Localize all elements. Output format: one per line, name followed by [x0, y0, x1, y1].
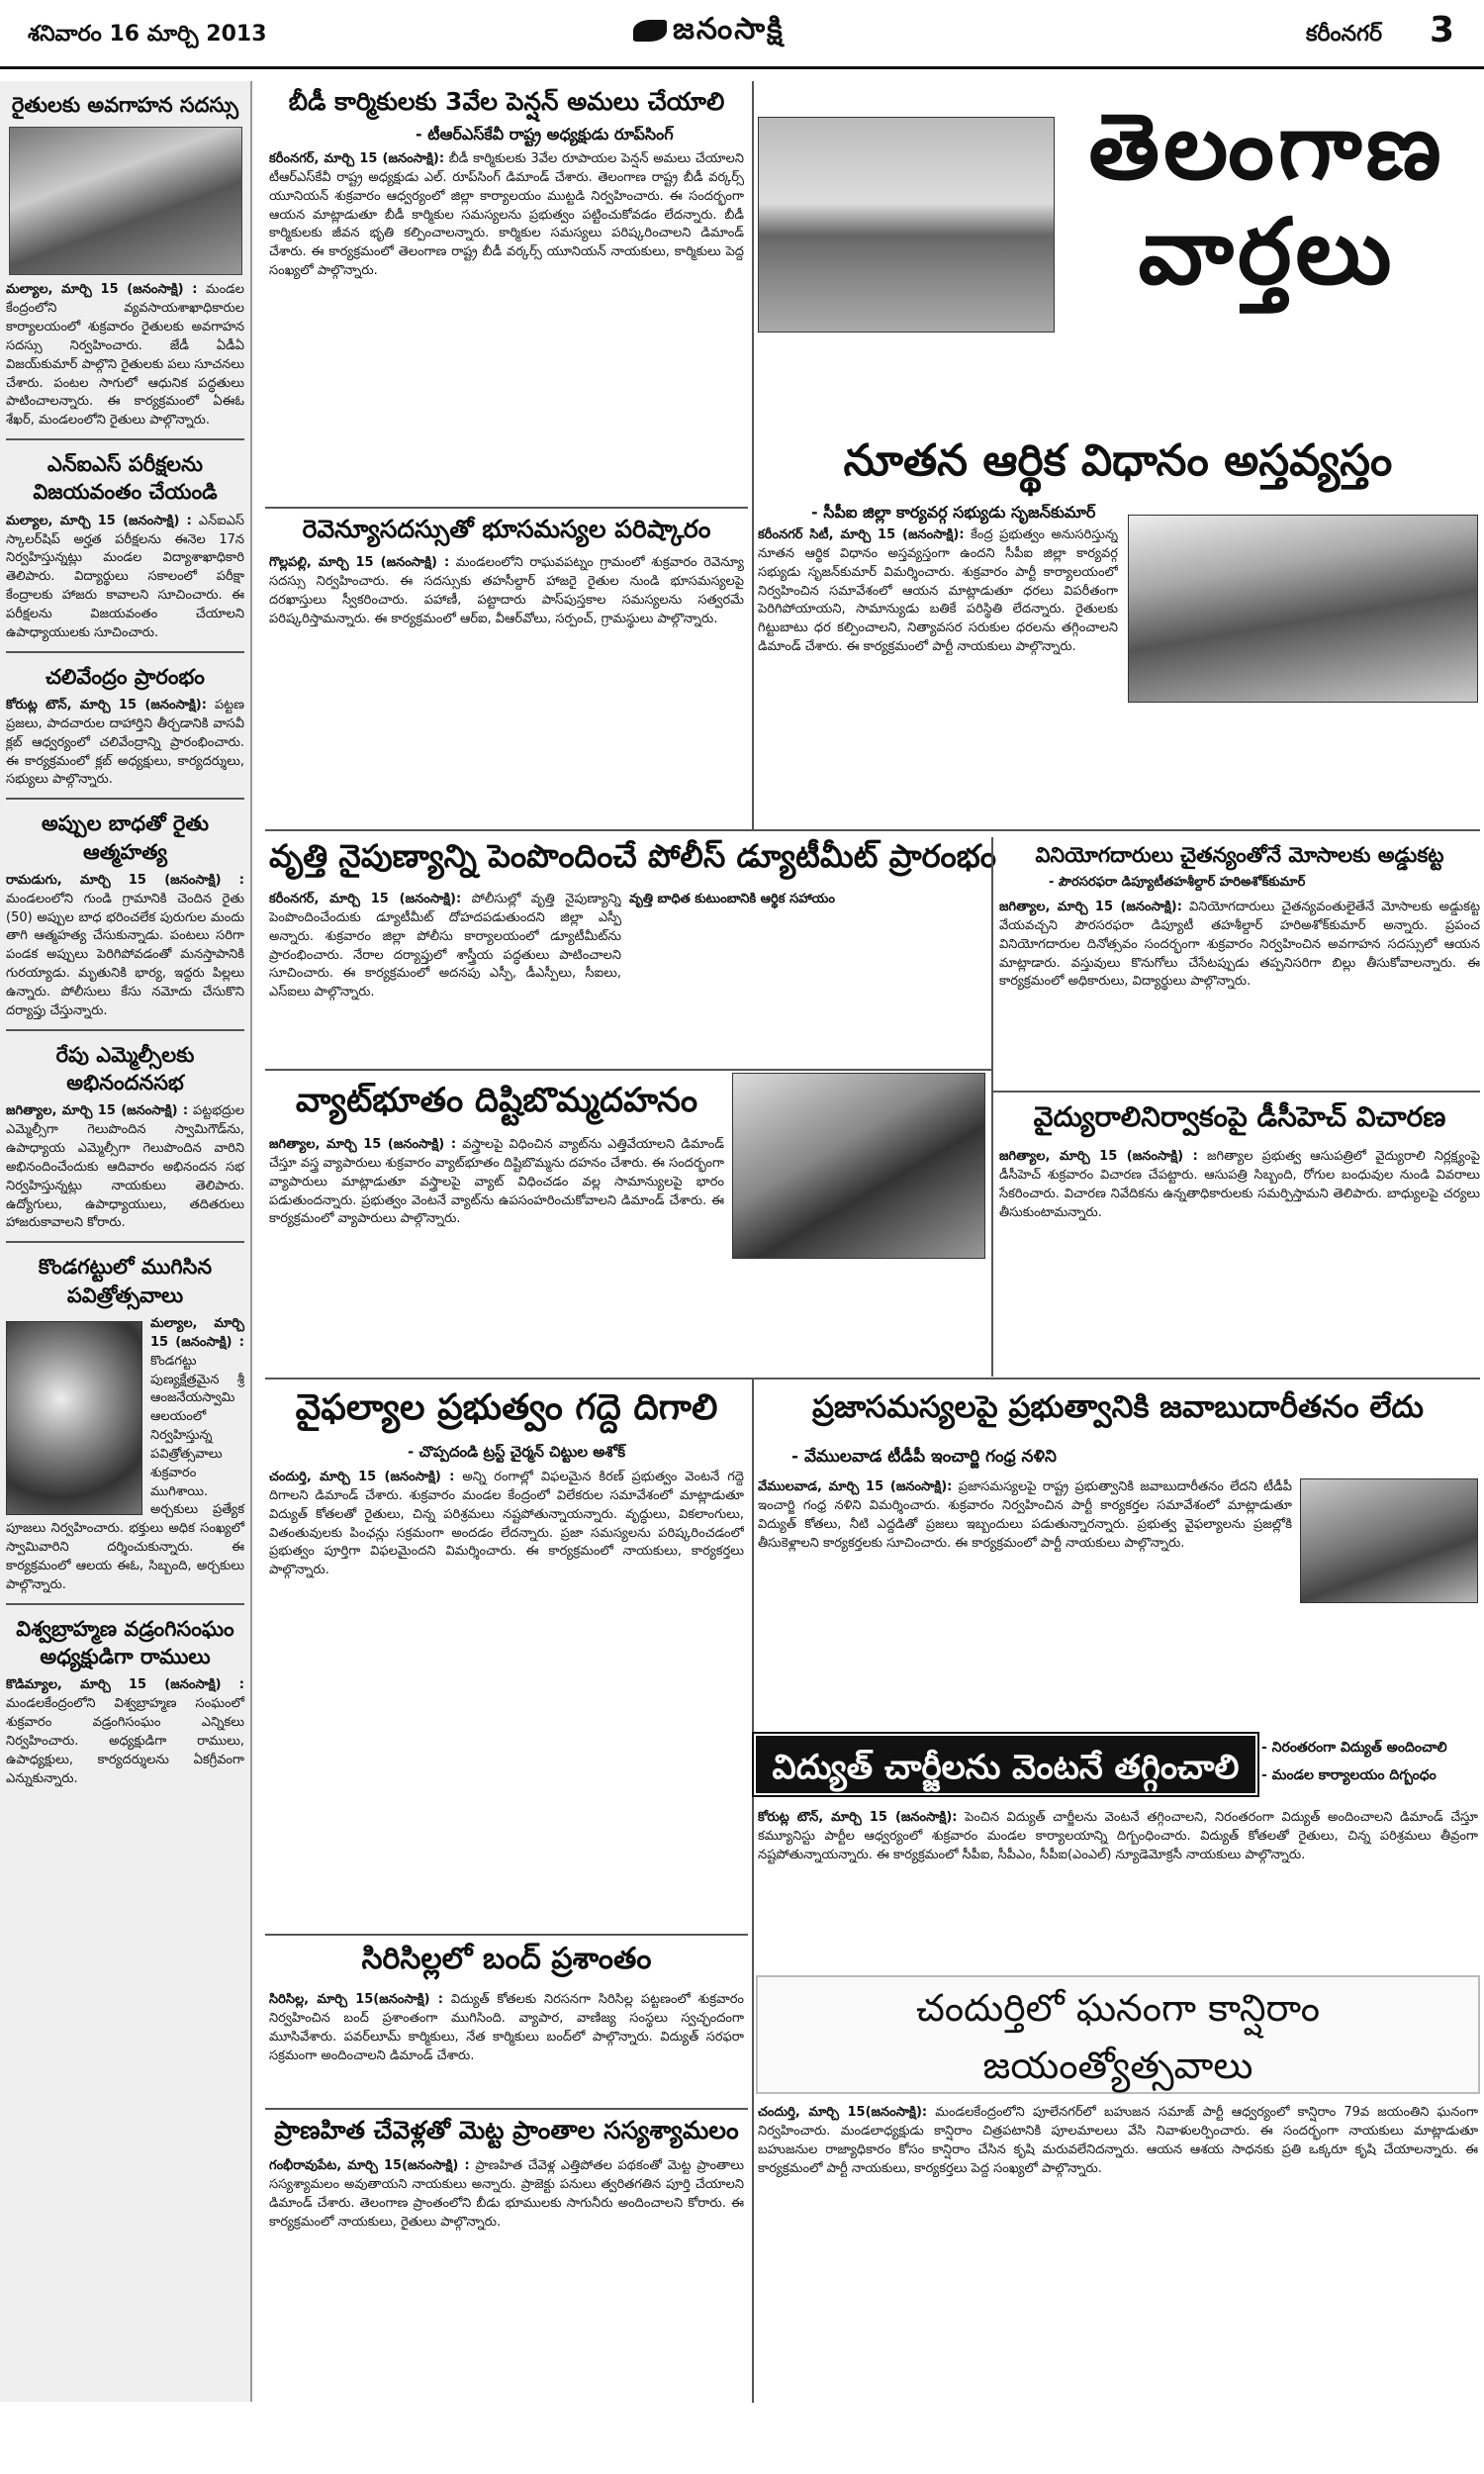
article-headline: వైద్యురాలినిర్వాకంపై డీసీహెచ్ విచారణ: [1033, 1100, 1446, 1133]
article-body: జగిత్యాల, మార్చి 15 (జనంసాక్షి) : వస్త్రాలపై విధించిన వ్యాట్‌ను ఎత్తివేయాలని డిమాండ్ చేస్తూ వస్త్ర వ్యాపారులు శుక్రవారం వ్యాట్‌భూతం దిష్టిబొమ్మను దహనం చేశారు. ఈ సందర్భంగా వ్యాపారులు మాట్లాడుతూ వస్త్రాలపై వ్యాట్ విధించడం వల్ల సామాన్యులపై భారం పడుతుందన్నారు. ప్రభుత్వం వెంటనే వ్యాట్‌ను ఉపసంహరించుకోవాలని డిమాండ్ చేశారు. ఈ కార్యక్రమంలో వ్యాపారులు పాల్గొన్నారు.: [269, 1137, 724, 1227]
article-headline: ప్రజాసమస్యలపై ప్రభుత్వానికి జవాబుదారీతనం లేదు: [811, 1389, 1425, 1425]
page-header: [0, 0, 1484, 69]
article-body: కరీంనగర్ సిటీ, మార్చి 15 (జనంసాక్షి): కేంద్ర ప్రభుత్వం అనుసరిస్తున్న నూతన ఆర్థిక విధానం అస్తవ్యస్తంగా ఉందని సీపీఐ జిల్లా కార్యవర్గ సభ్యుడు సృజన్‌కుమార్ విమర్శించారు. శుక్రవారం పార్టీ కార్యాలయంలో నిర్వహించిన సమావేశంలో ఆయన మాట్లాడుతూ ధరలు విపరీతంగా పెరిగిపోయాయని, సామాన్యుడు బతికే పరిస్థితి లేదన్నారు. రైతులకు గిట్టుబాటు ధర కల్పించాలని, నిత్యావసర సరుకుల ధరలను తగ్గించాలని డిమాండ్ చేశారు. ఈ కార్యక్రమంలో పార్టీ నాయకులు పాల్గొన్నారు.: [758, 527, 1118, 655]
article-body: గంభీరావుపేట, మార్చి 15(జనంసాక్షి) : ప్రాణహిత చేవెళ్ల ఎత్తిపోతల పథకంతో మెట్ట ప్రాంతాలు సస్యశ్యామలం అవుతాయని నాయకులు అన్నారు. ప్రాజెక్టు పనులు త్వరితగతిన పూర్తి చేయాలని డిమాండ్ చేశారు. తెలంగాణ ప్రాంతంలోని బీడు భూములకు సాగునీరు అందించాలని కోరారు. ఈ కార్యక్రమంలో నాయకులు, రైతులు పాల్గొన్నారు.: [269, 2158, 744, 2230]
article-headline: వినియోగదారులు చైతన్యంతోనే మోసాలకు అడ్డుకట్ట: [1035, 843, 1444, 867]
article-headline: నూతన ఆర్థిక విధానం అస్తవ్యస్తం: [843, 435, 1393, 486]
article-byline: - పౌరసరఫరా డిప్యూటీతహశీల్దార్ హరిఅశోక్‌కుమార్: [1049, 875, 1306, 890]
divider: [991, 837, 993, 1377]
article-headline: సిరిసిల్లలో బంద్ ప్రశాంతం: [361, 1942, 652, 1976]
article-body: జగిత్యాల, మార్చి 15 (జనంసాక్షి): వినియోగదారులు చైతన్యవంతులైతేనే మోసాలకు అడ్డుకట్ట వేయవచ్చని పౌరసరఫరా డిప్యూటీ తహశీల్దార్ హరిఅశోక్‌కుమార్ అన్నారు. ప్రపంచ వినియోగదారుల దినోత్సవం సందర్భంగా శుక్రవారం నిర్వహించిన అవగాహన సదస్సులో ఆయన మాట్లాడారు. వస్తువులు కొనుగోలు చేసేటప్పుడు తప్పనిసరిగా బిల్లు తీసుకోవాలన్నారు. ఈ కార్యక్రమంలో అధికారులు, విద్యార్థులు పాల్గొన్నారు.: [999, 900, 1480, 990]
article-body: వృత్తి బాధిత కుటుంబానికి ఆర్థిక సహాయం: [629, 892, 835, 906]
article-body: కరీంనగర్, మార్చి 15 (జనంసాక్షి): బీడీ కార్మికులకు 3వేల రూపాయల పెన్షన్ అమలు చేయాలని టీఆర్‌ఎస్‌కేవీ రాష్ట్ర అధ్యక్షుడు ఎల్. రూప్‌సింగ్ డిమాండ్ చేశారు. తెలంగాణ రాష్ట్ర బీడీ వర్కర్స్ యూనియన్ శుక్రవారం ఆధ్వర్యంలో జిల్లా కార్యాలయం ముట్టడి నిర్వహించారు. ఈ సందర్భంగా ఆయన మాట్లాడుతూ బీడీ కార్మికుల సమస్యలను ప్రభుత్వం పట్టించుకోవడం లేదన్నారు. బీడీ కార్మికులకు జీవన భృతి కల్పించాలన్నారు. కార్మికుల సమస్యలు పరిష్కరించాలని డిమాండ్ చేశారు. ఈ కార్యక్రమంలో తెలంగాణ రాష్ట్ర బీడీ వర్కర్స్ యూనియన్ నాయకులు, కార్మికులు పెద్ద సంఖ్యలో పాల్గొన్నారు.: [269, 151, 744, 279]
article-headline: విద్యుత్ చార్జీలను వెంటనే తగ్గించాలి: [756, 1736, 1255, 1793]
sidebar-story: మల్యాల, మార్చి 15 (జనంసాక్షి) : ఎన్‌ఐఎస్ స్కాలర్‌షిప్ అర్హత పరీక్షలను ఈనెల 17న నిర్వహిస్తున్నట్లు మండల విద్యాశాఖాధికారి తెలిపారు. విద్యార్థులు సకాలంలో పరీక్షా కేంద్రాలకు హాజరు కావాలని సూచించారు. ఈ పరీక్షలను విజయవంతం చేయాలని ఉపాధ్యాయులకు సూచించారు.: [6, 513, 244, 640]
article-headline: వృత్తి నైపుణ్యాన్ని పెంపొందించే పోలీస్ డ్యూటీమీట్ ప్రారంభం: [269, 837, 997, 875]
sidebar-headline: కొండగట్టులో ముగిసిన పవిత్రోత్సవాలు: [38, 1255, 213, 1307]
temple-photo: [6, 1321, 142, 1515]
banner-line: వార్తలు: [1138, 197, 1396, 305]
divider: [752, 81, 754, 831]
left-sidebar: [0, 81, 252, 2402]
sidebar-headline: ఎన్‌ఐఎస్ పరీక్షలను విజయవంతం చేయండి: [33, 452, 218, 505]
article-headline: రెవెన్యూసదస్సుతో భూసమస్యల పరిష్కారం: [302, 515, 711, 543]
divider: [752, 1378, 754, 2403]
divider: [6, 651, 244, 653]
divider: [6, 798, 244, 800]
article-byline: - సీపీఐ జిల్లా కార్యవర్గ సభ్యుడు సృజన్‌కుమార్: [811, 503, 1096, 522]
divider: [265, 829, 1480, 831]
section-banner: [1057, 95, 1477, 305]
sidebar-story: మల్యాల, మార్చి 15 (జనంసాక్షి) : మండల కేంద్రంలోని వ్యవసాయశాఖాధికారుల కార్యాలయంలో శుక్రవారం రైతులకు అవగాహన సదస్సు నిర్వహించారు. జేడీ ఏడీఏ విజయ్‌కుమార్ పాల్గొని రైతులకు పలు సూచనలు చేశారు. పంటల సాగులో ఆధునిక పద్ధతులు పాటించాలన్నారు. ఈ కార్యక్రమంలో ఏఈఓ శేఖర్, మండలంలోని రైతులు పాల్గొన్నారు.: [6, 282, 244, 428]
divider: [265, 1378, 1480, 1380]
sidebar-headline: విశ్వబ్రాహ్మణ వడ్రంగిసంఘం అధ్యక్షుడిగా రాములు: [16, 1616, 234, 1668]
headline-subpoint: - మండల కార్యాలయం దిగ్బంధం: [1261, 1767, 1437, 1783]
article-byline: - చొప్పదండి ట్రస్ట్ చైర్మన్ చిట్టుల అశోక్: [408, 1443, 626, 1461]
article-headline: బీడీ కార్మికులకు 3వేల పెన్షన్ అమలు చేయాలి: [288, 87, 725, 116]
protest-photo: [732, 1073, 985, 1259]
divider: [6, 438, 244, 440]
article-headline: ప్రాణహిత చేవెళ్లతో మెట్ట ప్రాంతాల సస్యశ్యామలం: [274, 2116, 739, 2144]
article-headline: వైఫల్యాల ప్రభుత్వం గద్దె దిగాలి: [295, 1387, 718, 1428]
fort-photo: [758, 117, 1055, 333]
feature-headline: [756, 1975, 1480, 2094]
sidebar-story: కోరుట్ల టౌన్, మార్చి 15 (జనంసాక్షి): పట్టణ ప్రజలు, పాదచారుల దాహార్తిని తీర్చడానికి వాసవీ క్లబ్ ఆధ్వర్యంలో చలివేంద్రాన్ని ప్రారంభించారు. ఈ కార్యక్రమంలో క్లబ్ అధ్యక్షులు, కార్యదర్శులు, సభ్యులు పాల్గొన్నారు.: [6, 698, 244, 788]
edition-location: కరీంనగర్: [1306, 22, 1383, 47]
sidebar-headline: రైతులకు అవగాహన సదస్సు: [11, 93, 239, 117]
divider: [265, 1934, 748, 1936]
sidebar-story: మల్యాల, మార్చి 15 (జనంసాక్షి) : కొండగట్టు పుణ్యక్షేత్రమైన శ్రీ ఆంజనేయస్వామి ఆలయంలో నిర్వహిస్తున్న పవిత్రోత్సవాలు శుక్రవారం ముగిశాయి. అర్చకులు ప్రత్యేక పూజలు నిర్వహించారు. భక్తులు అధిక సంఖ్యలో స్వామివారిని దర్శించుకున్నారు. ఈ కార్యక్రమంలో ఆలయ ఈఓ, సిబ్బంది, అర్చకులు పాల్గొన్నారు.: [6, 1315, 244, 1592]
meeting-photo: [1128, 515, 1478, 703]
sidebar-story: రామడుగు, మార్చి 15 (జనంసాక్షి) : మండలంలోని గుండి గ్రామానికి చెందిన రైతు (50) అప్పుల బాధ భరించలేక పురుగుల మందు తాగి ఆత్మహత్య చేసుకున్నాడు. పంటలు సరిగా పండక అప్పులు పెరిగిపోవడంతో మనస్తాపానికి గురయ్యాడు. మృతునికి భార్య, ఇద్దరు పిల్లలు ఉన్నారు. పోలీసులు కేసు నమోదు చేసుకొని దర్యాప్తు చేస్తున్నారు.: [6, 872, 244, 1018]
divider: [265, 1069, 991, 1071]
sidebar-headline: రేపు ఎమ్మెల్సీలకు అభినందనసభ: [55, 1042, 195, 1095]
article-byline: - వేములవాడ టీడీపీ ఇంచార్జి గంధ్ర నళిని: [791, 1447, 1057, 1467]
article-body: సిరిసిల్ల, మార్చి 15(జనంసాక్షి) : విద్యుత్ కోతలకు నిరసనగా సిరిసిల్ల పట్టణంలో శుక్రవారం నిర్వహించిన బంద్ ప్రశాంతంగా ముగిసింది. వ్యాపార, వాణిజ్య సంస్థలు స్వచ్ఛందంగా మూసివేశారు. పవర్‌లూమ్ కార్మికులు, నేత కార్మికులు బంద్‌లో పాల్గొన్నారు. విద్యుత్ సరఫరా సక్రమంగా అందించాలని డిమాండ్ చేశారు.: [269, 1992, 744, 2063]
issue-date: శనివారం 16 మార్చి 2013: [28, 22, 267, 47]
article-body: కరీంనగర్, మార్చి 15 (జనంసాక్షి): పోలీసుల్లో వృత్తి నైపుణ్యాన్ని పెంపొందించేందుకు డ్యూటీమీట్ దోహదపడుతుందని జిల్లా ఎస్పీ అన్నారు. శుక్రవారం జిల్లా పోలీసు కార్యాలయంలో డ్యూటీమీట్‌ను ప్రారంభించారు. నేరాల దర్యాప్తులో శాస్త్రీయ పద్ధతులు పాటించాలని సూచించారు. ఈ కార్యక్రమంలో అదనపు ఎస్పీ, డీఎస్పీలు, సీఐలు, ఎస్‌ఐలు పాల్గొన్నారు.: [269, 892, 621, 1000]
page-number: 3: [1430, 10, 1455, 50]
sidebar-headline: చలివేంద్రం ప్రారంభం: [46, 664, 205, 689]
sidebar-story: జగిత్యాల, మార్చి 15 (జనంసాక్షి) : పట్టభద్రుల ఎమ్మెల్సీగా గెలుపొందిన స్వామిగౌడ్‌ను, ఉపాధ్యాయ ఎమ్మెల్సీగా గెలుపొందిన వారిని అభినందించేందుకు ఆదివారం అభినందన సభ నిర్వహిస్తున్నట్లు నాయకులు తెలిపారు. ఉద్యోగులు, ఉపాధ్యాయులు, తదితరులు హాజరుకావాలని కోరారు.: [6, 1103, 244, 1231]
divider: [6, 1603, 244, 1605]
sidebar-headline: అప్పుల బాధతో రైతు ఆత్మహత్య: [42, 811, 209, 864]
divider: [6, 1029, 244, 1031]
meeting-photo: [9, 127, 242, 275]
logo-text: జనంసాక్షి: [673, 12, 785, 47]
divider: [265, 2108, 748, 2110]
article-headline: వ్యాట్‌భూతం దిష్టిబొమ్మదహనం: [295, 1081, 698, 1120]
article-body: గొల్లపల్లి, మార్చి 15 (జనంసాక్షి) : మండలంలోని రాఘవపట్నం గ్రామంలో శుక్రవారం రెవెన్యూ సదస్సు నిర్వహించారు. ఈ సదస్సుకు తహసీల్దార్ హాజరై రైతుల నుండి భూసమస్యలపై దరఖాస్తులు స్వీకరించారు. పహాణీ, పట్టాదారు పాస్‌పుస్తకాల సమస్యలను సత్వరమే పరిష్కరిస్తామన్నారు. ఈ కార్యక్రమంలో ఆర్‌ఐ, వీఆర్‌వోలు, సర్పంచ్, గ్రామస్థులు పాల్గొన్నారు.: [269, 555, 744, 626]
article-body: చందుర్తి, మార్చి 15(జనంసాక్షి): మండలకేంద్రంలోని పూలేనగర్‌లో బహుజన సమాజ్ పార్టీ ఆధ్వర్యంలో కాన్షిరాం 79వ జయంతిని ఘనంగా నిర్వహించారు. మండలాధ్యక్షుడు కాన్షిరాం చిత్రపటానికి పూలమాలలు వేసి నివాళులర్పించారు. ఈ సందర్భంగా నాయకులు మాట్లాడుతూ బహుజనుల రాజ్యాధికారం కోసం కాన్షిరాం చేసిన కృషి మరువలేనిదన్నారు. ఆయన ఆశయ సాధనకు ప్రతి ఒక్కరూ కృషి చేయాలన్నారు. ఈ కార్యక్రమంలో పార్టీ నాయకులు, కార్యకర్తలు పెద్ద సంఖ్యలో పాల్గొన్నారు.: [758, 2105, 1478, 2176]
logo-bird-icon: [633, 20, 667, 42]
article-body: చందుర్తి, మార్చి 15 (జనంసాక్షి) : అన్ని రంగాల్లో విఫలమైన కిరణ్ ప్రభుత్వం వెంటనే గద్దె దిగాలని డిమాండ్ చేశారు. శుక్రవారం మండల కేంద్రంలో విలేకరుల సమావేశంలో మాట్లాడుతూ విద్యుత్ కోతలతో రైతులు, చిన్న పరిశ్రమలు నష్టపోతున్నాయన్నారు. వృద్ధులు, వికలాంగులు, వితంతువులకు పింఛన్లు సక్రమంగా అందడం లేదన్నారు. ప్రజా సమస్యలను పరిష్కరించడంలో ప్రభుత్వం పూర్తిగా విఫలమైందని విమర్శించారు. ఈ కార్యక్రమంలో నాయకులు, కార్యకర్తలు పాల్గొన్నారు.: [269, 1470, 744, 1578]
article-body: కోరుట్ల టౌన్, మార్చి 15 (జనంసాక్షి): పెంచిన విద్యుత్ చార్జీలను వెంటనే తగ్గించాలని, నిరంతరంగా విద్యుత్ అందించాలని డిమాండ్ చేస్తూ కమ్యూనిస్టు పార్టీల ఆధ్వర్యంలో శుక్రవారం మండల కార్యాలయాన్ని దిగ్బంధించారు. విద్యుత్ కోతలతో రైతులు, చిన్న పరిశ్రమలు తీవ్రంగా నష్టపోతున్నాయన్నారు. ఈ కార్యక్రమంలో సీపీఐ, సీపీఎం, సీపీఐ(ఎంఎల్) న్యూడెమోక్రసీ నాయకులు పాల్గొన్నారు.: [758, 1810, 1478, 1862]
group-photo: [1300, 1478, 1478, 1603]
article-body: జగిత్యాల, మార్చి 15 (జనంసాక్షి) : జగిత్యాల ప్రభుత్వ ఆసుపత్రిలో వైద్యురాలి నిర్లక్ష్యంపై డీసీహెచ్ శుక్రవారం విచారణ చేపట్టారు. ఆసుపత్రి సిబ్బంది, రోగుల బంధువుల నుండి వివరాలు సేకరించారు. విచారణ నివేదికను ఉన్నతాధికారులకు సమర్పిస్తామని తెలిపారు. బాధ్యులపై చర్యలు తీసుకుంటామన్నారు.: [999, 1149, 1480, 1220]
masthead-logo: [633, 12, 785, 53]
banner-line: తెలంగాణ: [1088, 93, 1445, 200]
feature-headline-text: చందుర్తిలో ఘనంగా కాన్షిరాం జయంత్యోత్సవాలు: [916, 1986, 1320, 2087]
article-byline: - టీఆర్‌ఎస్‌కేవీ రాష్ట్ర అధ్యక్షుడు రూప్‌సింగ్: [416, 125, 674, 143]
divider: [6, 1241, 244, 1243]
divider: [265, 507, 748, 509]
headline-subpoint: - నిరంతరంగా విద్యుత్ అందించాలి: [1261, 1740, 1447, 1756]
sidebar-story: కొడిమ్యాల, మార్చి 15 (జనంసాక్షి) : మండలకేంద్రంలోని విశ్వబ్రాహ్మణ సంఘంలో శుక్రవారం వడ్రంగిసంఘం ఎన్నికలు నిర్వహించారు. అధ్యక్షుడిగా రాములు, ఉపాధ్యక్షులు, కార్యదర్శులను ఏకగ్రీవంగా ఎన్నుకున్నారు.: [6, 1677, 244, 1786]
article-body: వేములవాడ, మార్చి 15 (జనంసాక్షి): ప్రజాసమస్యలపై రాష్ట్ర ప్రభుత్వానికి జవాబుదారీతనం లేదని టీడీపీ ఇంచార్జి గంధ్ర నళిని విమర్శించారు. శుక్రవారం నిర్వహించిన పార్టీ కార్యకర్తల సమావేశంలో మాట్లాడుతూ విద్యుత్ కోతలు, నీటి ఎద్దడితో ప్రజలు ఇబ్బందులు పడుతున్నారన్నారు. ప్రభుత్వ వైఫల్యాలను ప్రజల్లోకి తీసుకెళ్లాలని కార్యకర్తలకు సూచించారు. ఈ కార్యక్రమంలో పార్టీ నాయకులు పాల్గొన్నారు.: [758, 1478, 1478, 1726]
divider: [991, 1091, 1480, 1093]
